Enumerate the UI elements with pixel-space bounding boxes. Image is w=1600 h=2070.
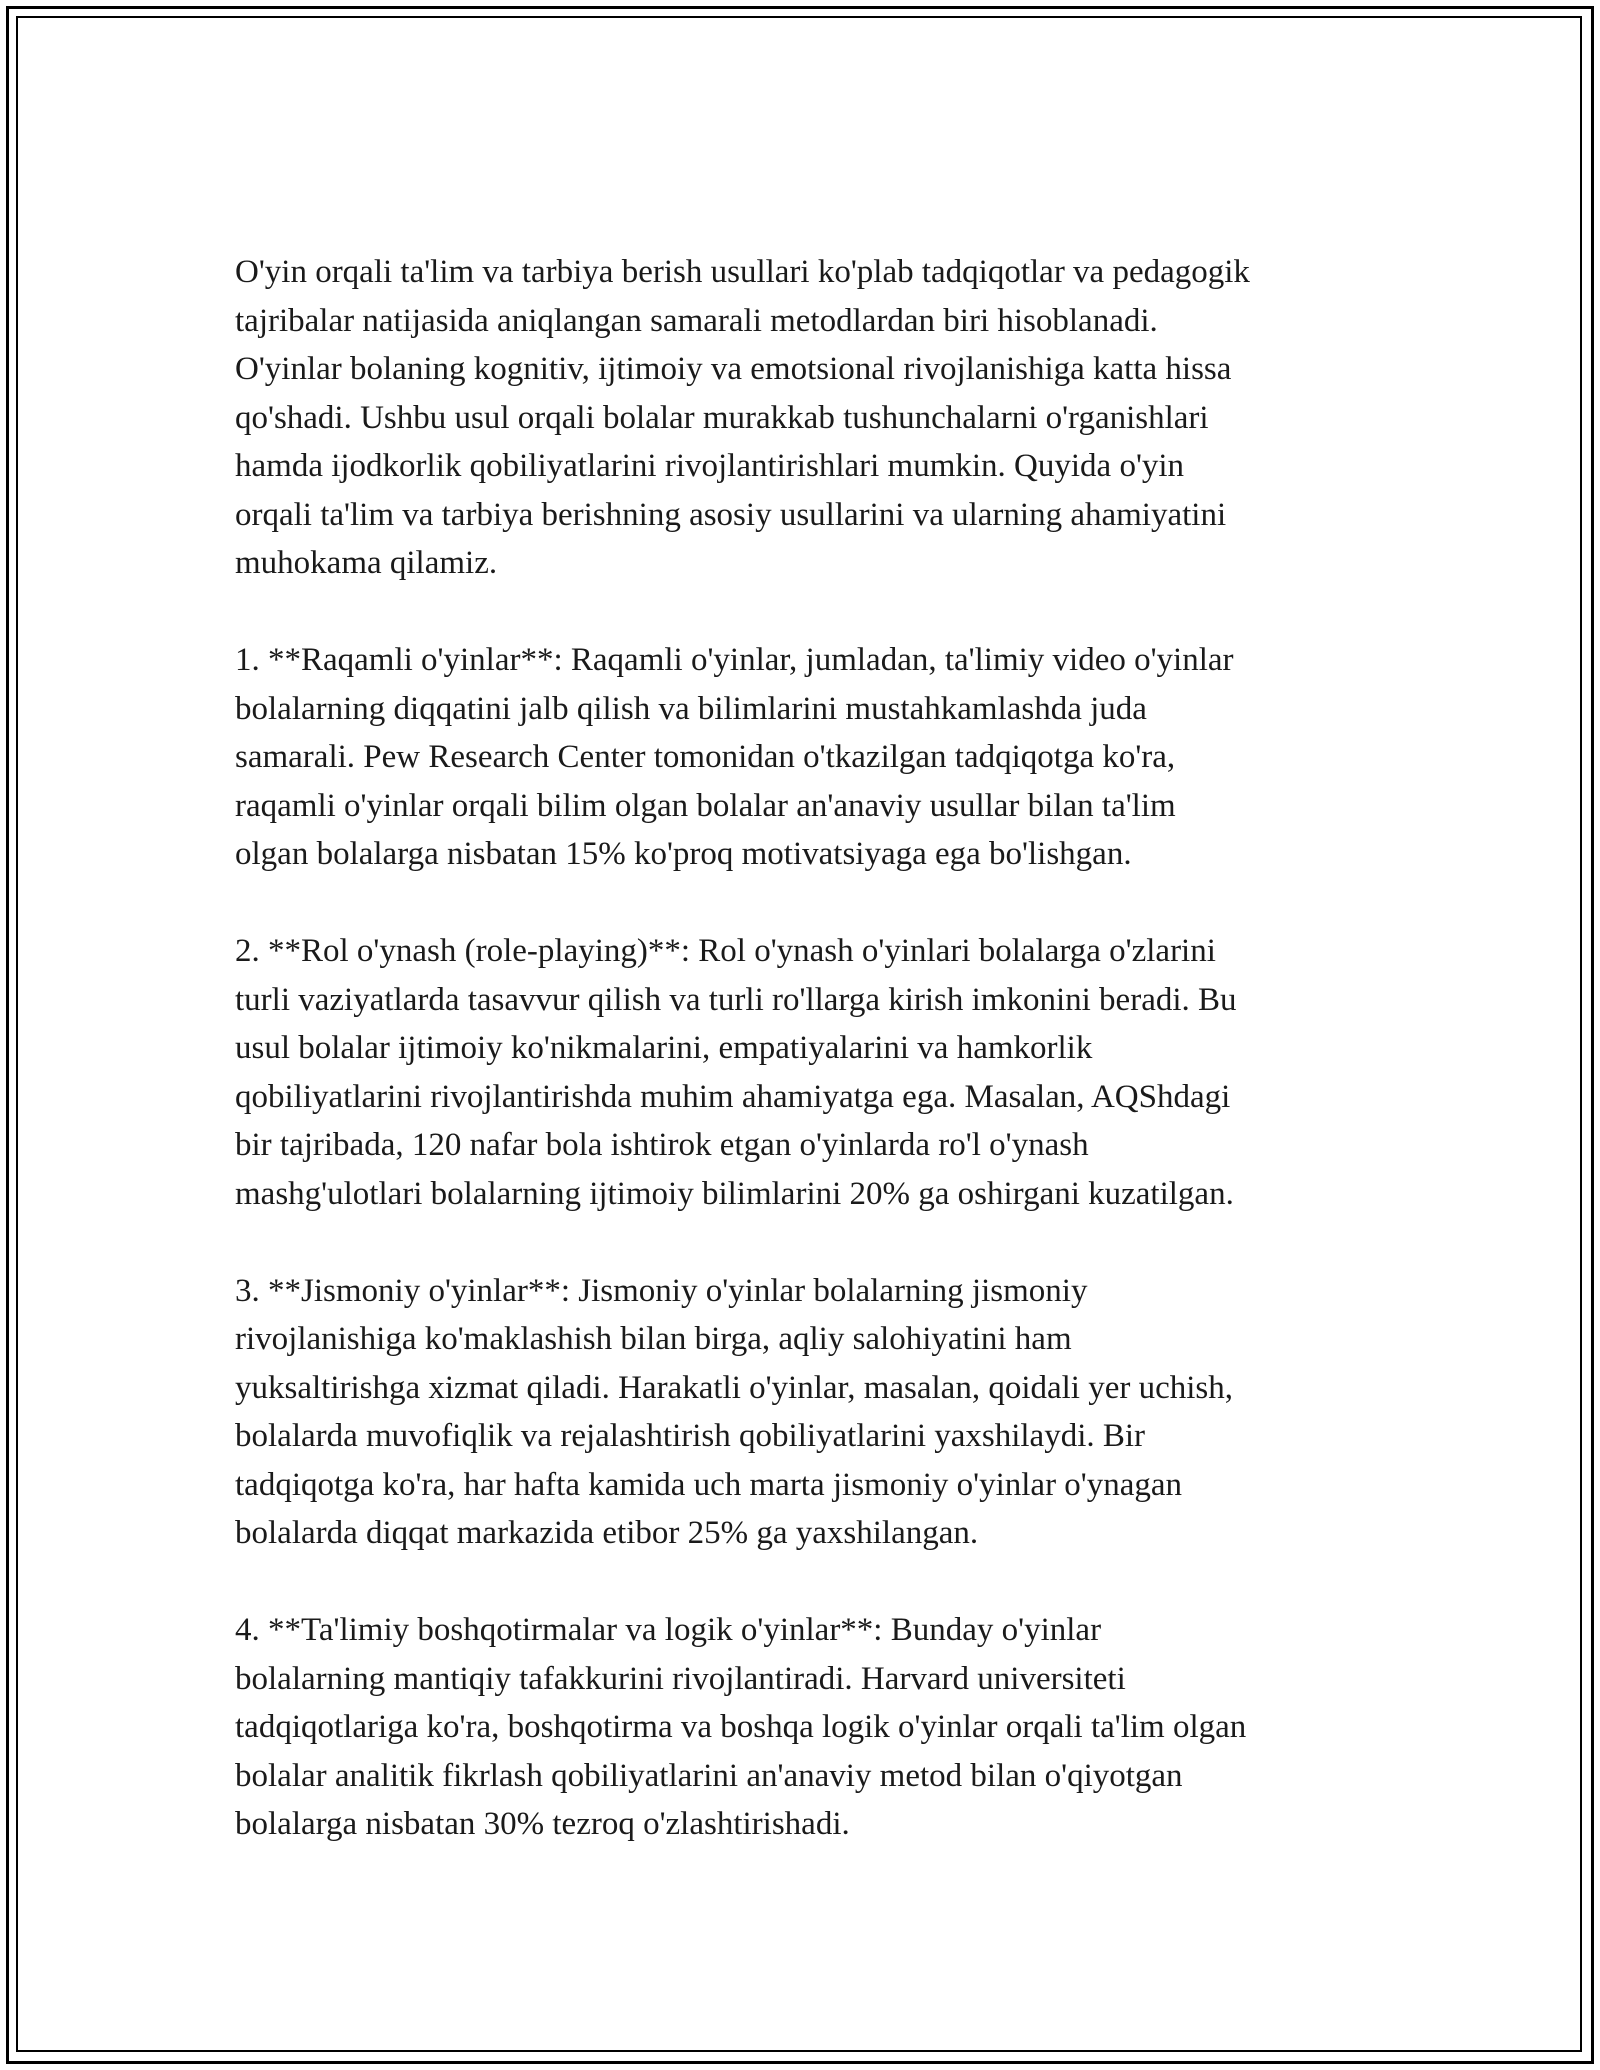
paragraph-digital-games: 1. **Raqamli o'yinlar**: Raqamli o'yinlar, jumladan, ta'limiy video o'yinlar bolalarning diqqatini jalb qilish va bilimlarini mustahkamlashda juda samarali. Pew Research Center tomonidan o'tkazilgan tadqiqotga ko'ra, raqamli o'yinlar orqali bilim olgan bolalar an'anaviy usullar bilan ta'lim olgan bolalarga nisbatan 15% ko'proq motivatsiyaga ega bo'lishgan. <box>235 642 1234 872</box>
paragraph-physical-games: 3. **Jismoniy o'yinlar**: Jismoniy o'yinlar bolalarning jismoniy rivojlanishiga ko'maklashish bilan birga, aqliy salohiyatini ham yuksaltirishga xizmat qiladi. Harakatli o'yinlar, masalan, qoidali yer uchish, bolalarda muvofiqlik va rejalashtirish qobiliyatlarini yaxshilaydi. Bir tadqiqotga ko'ra, har hafta kamida uch marta jismoniy o'yinlar o'ynagan bolalarda diqqat markazida etibor 25% ga yaxshilangan. <box>235 1272 1234 1551</box>
document-body <box>235 248 1375 1849</box>
paragraph-logic-puzzles: 4. **Ta'limiy boshqotirmalar va logik o'yinlar**: Bunday o'yinlar bolalarning mantiqiy tafakkurini rivojlantiradi. Harvard universiteti tadqiqotlariga ko'ra, boshqotirma va boshqa logik o'yinlar orqali ta'lim olgan bolalar analitik fikrlash qobiliyatlarini an'anaviy metod bilan o'qiyotgan bolalarga nisbatan 30% tezroq o'zlashtirishadi. <box>235 1612 1247 1842</box>
intro-paragraph: O'yin orqali ta'lim va tarbiya berish usullari ko'plab tadqiqotlar va pedagogik tajribalar natijasida aniqlangan samarali metodlardan biri hisoblanadi. O'yinlar bolaning kognitiv, ijtimoiy va emotsional rivojlanishiga katta hissa qo'shadi. Ushbu usul orqali bolalar murakkab tushunchalarni o'rganishlari hamda ijodkorlik qobiliyatlarini rivojlantirishlari mumkin. Quyida o'yin orqali ta'lim va tarbiya berishning asosiy usullarini va ularning ahamiyatini muhokama qilamiz. <box>235 254 1250 581</box>
paragraph-role-playing: 2. **Rol o'ynash (role-playing)**: Rol o'ynash o'yinlari bolalarga o'zlarini turli vaziyatlarda tasavvur qilish va turli ro'llarga kirish imkonini beradi. Bu usul bolalar ijtimoiy ko'nikmalarini, empatiyalarini va hamkorlik qobiliyatlarini rivojlantirishda muhim ahamiyatga ega. Masalan, AQShdagi bir tajribada, 120 nafar bola ishtirok etgan o'yinlarda ro'l o'ynash mashg'ulotlari bolalarning ijtimoiy bilimlarini 20% ga oshirgani kuzatilgan. <box>235 933 1237 1212</box>
